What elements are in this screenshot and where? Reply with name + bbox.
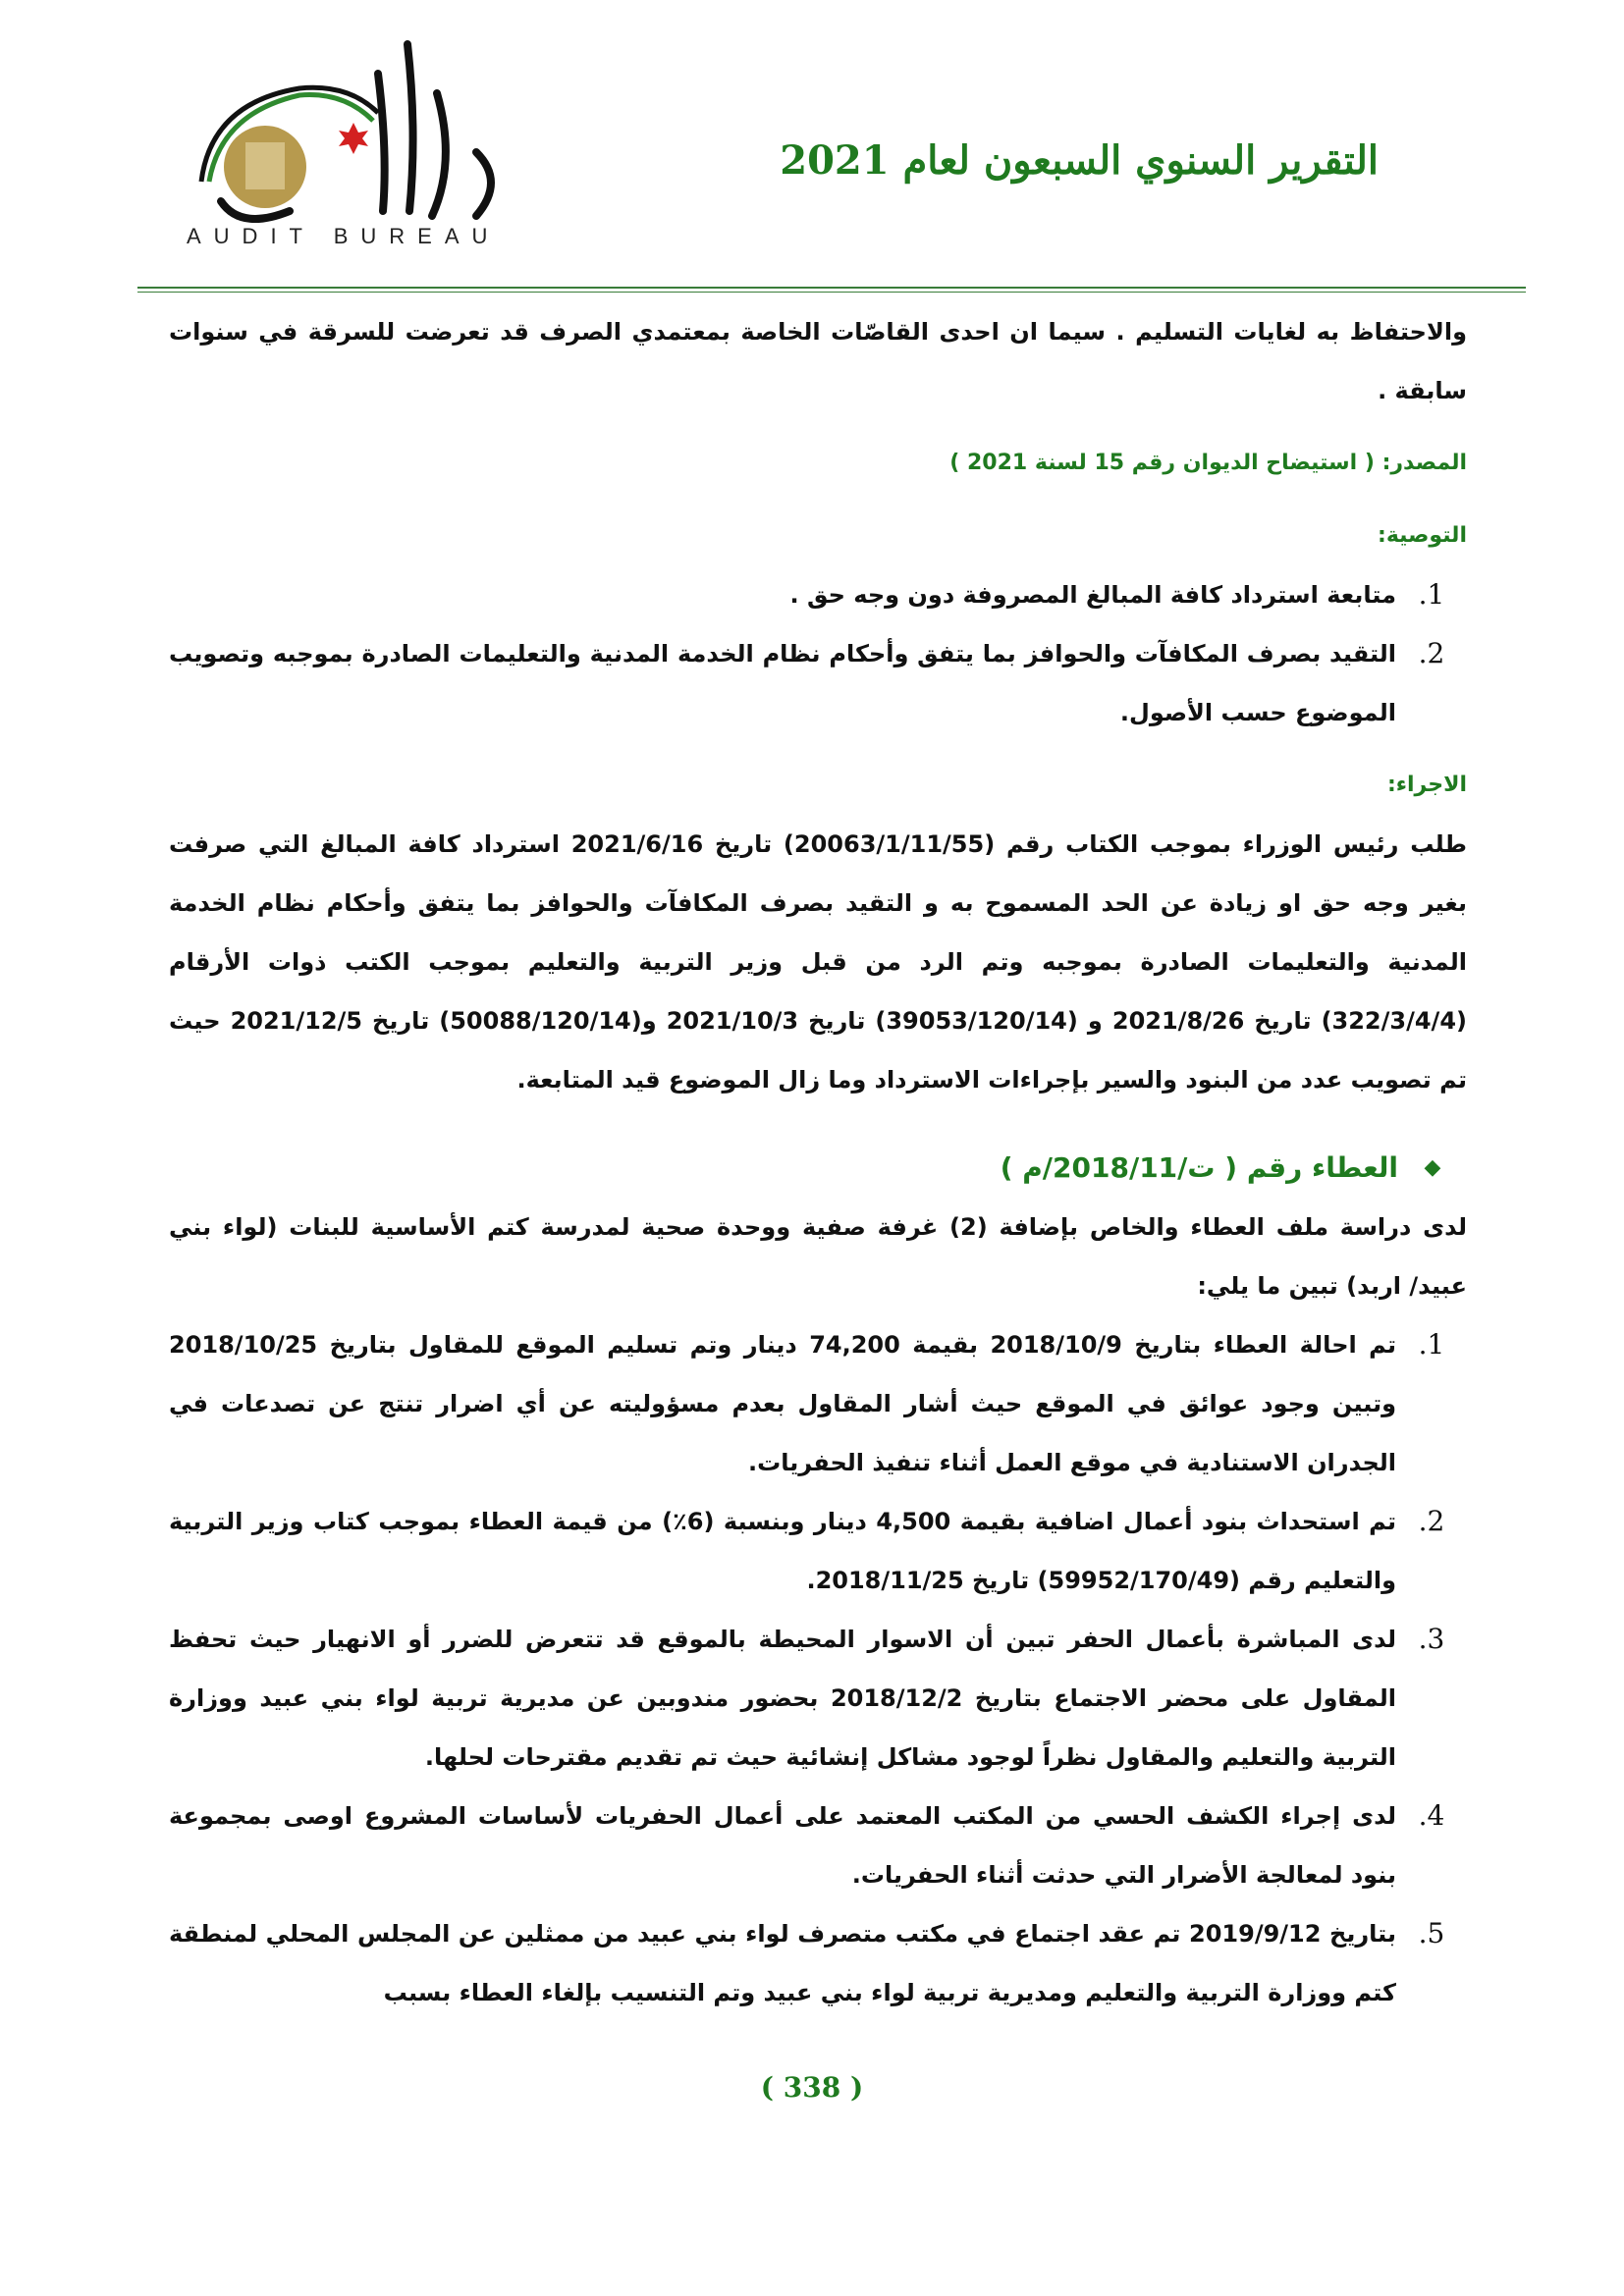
report-title: التقرير السنوي السبعون لعام 2021 xyxy=(780,137,1379,184)
diamond-bullet-icon: ◆ xyxy=(1424,1155,1441,1180)
finding-item xyxy=(169,1610,1467,1787)
finding-item xyxy=(169,1904,1467,2022)
section-heading xyxy=(169,1139,1467,1198)
item-text: تم استحداث بنود أعمال اضافية بقيمة 4,500 دينار وبنسبة (6٪) من قيمة العطاء بموجب كتاب وزير التربية والتعليم رقم (59952/170/49) تاريخ 2018/11/25. xyxy=(169,1508,1396,1594)
item-text: متابعة استرداد كافة المبالغ المصروفة دون وجه حق . xyxy=(789,581,1396,609)
finding-item xyxy=(169,1787,1467,1904)
item-number: 3. xyxy=(1418,1623,1445,1655)
intro-paragraph: والاحتفاظ به لغايات التسليم . سيما ان احدى القاصّات الخاصة بمعتمدي الصرف قد تعرضت للسرقة في سنوات سابقة . xyxy=(169,318,1467,404)
document-body xyxy=(169,302,1467,2022)
logo-english-text: AUDIT BUREAU xyxy=(187,224,501,248)
item-text: بتاريخ 2019/9/12 تم عقد اجتماع في مكتب متصرف لواء بني عبيد من ممثلين عن المجلس المحلي لمنطقة كتم ووزارة التربية والتعليم ومديرية تربية لواء بني عبيد وتم التنسيب بإلغاء العطاء بسبب xyxy=(169,1920,1396,2006)
section-intro: لدى دراسة ملف العطاء والخاص بإضافة (2) غرفة صفية ووحدة صحية لمدرسة كتم الأساسية للبنات (لواء بني عبيد/ اربد) تبين ما يلي: xyxy=(169,1213,1467,1300)
item-number: 4. xyxy=(1418,1799,1445,1832)
item-text: تم احالة العطاء بتاريخ 2018/10/9 بقيمة 74,200 دينار وتم تسليم الموقع للمقاول بتاريخ 2018/10/25 وتبين وجود عوائق في الموقع حيث أشار المقاول بعدم مسؤوليته عن أي اضرار تنتج عن تصدعات في الجدران الاستنادية في موقع العمل أثناء تنفيذ الحفريات. xyxy=(169,1331,1396,1476)
item-number: 2. xyxy=(1418,1505,1445,1537)
section-heading-text: العطاء رقم ( ت/2018/11/م ) xyxy=(1000,1151,1398,1184)
item-text: لدى إجراء الكشف الحسي من المكتب المعتمد على أعمال الحفريات لأساسات المشروع اوصى بمجموعة بنود لمعالجة الأضرار التي حدثت أثناء الحفريات. xyxy=(169,1802,1396,1889)
source-note: المصدر: ( استيضاح الديوان رقم 15 لسنة 2021 ) xyxy=(949,451,1467,475)
header-divider xyxy=(137,287,1526,293)
action-paragraph: طلب رئيس الوزراء بموجب الكتاب رقم (20063/1/11/55) تاريخ 2021/6/16 استرداد كافة المبالغ التي صرفت بغير وجه حق او زيادة عن الحد المسموح به و التقيد بصرف المكافآت والحوافز بما يتفق وأحكام نظام الخدمة المدنية والتعليمات الصادرة بموجبه وتم الرد من قبل وزير التربية والتعليم بموجب الكتب ذوات الأرقام (322/3/4/4) تاريخ 2021/8/26 و (39053/120/14) تاريخ 2021/10/3 و(50088/120/14) تاريخ 2021/12/5 حيث تم تصويب عدد من البنود والسير بإجراءات الاسترداد وما زال الموضوع قيد المتابعة. xyxy=(169,830,1468,1094)
item-number: 2. xyxy=(1418,637,1445,669)
item-text: التقيد بصرف المكافآت والحوافز بما يتفق وأحكام نظام الخدمة المدنية والتعليمات الصادرة بموجبه وتصويب الموضوع حسب الأصول. xyxy=(169,640,1396,726)
item-text: لدى المباشرة بأعمال الحفر تبين أن الاسوار المحيطة بالموقع قد تتعرض للضرر أو الانهيار حيث تحفظ المقاول على محضر الاجتماع بتاريخ 2018/12/2 بحضور مندوبين عن مديرية تربية لواء بني عبيد ووزارة التربية والتعليم والمقاول نظراً لوجود مشاكل إنشائية حيث تم تقديم مقترحات لحلها. xyxy=(169,1626,1397,1771)
page-number: ( 338 ) xyxy=(760,2071,864,2104)
recommendation-item xyxy=(169,565,1467,624)
action-label: الاجراء: xyxy=(1386,773,1467,797)
item-number: 1. xyxy=(1418,1328,1445,1361)
recommendation-item xyxy=(169,624,1467,742)
item-number: 5. xyxy=(1418,1917,1445,1949)
item-number: 1. xyxy=(1418,578,1445,611)
finding-item xyxy=(169,1315,1467,1492)
recommendation-label: التوصية: xyxy=(1378,523,1467,548)
finding-item xyxy=(169,1492,1467,1610)
